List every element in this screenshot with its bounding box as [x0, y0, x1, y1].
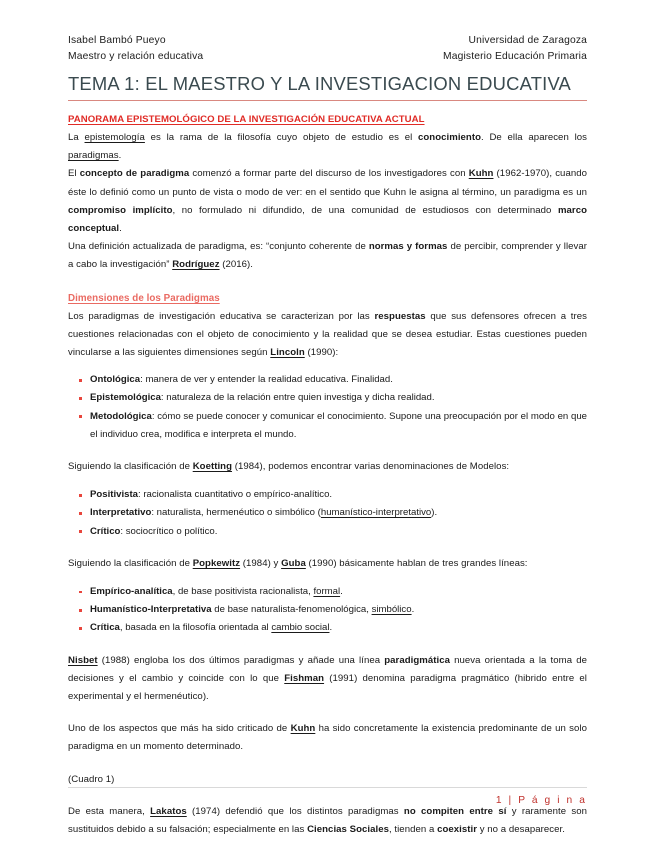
list-item: Empírico-analítica, de base positivista racionalista, formal.	[79, 583, 587, 601]
paragraph-dimensiones-intro: Los paradigmas de investigación educativa se caracterizan por las respuestas que sus defensores ofrecen a tres cuestiones relacionadas con el objeto de conocimiento y la realidad que se desea estudiar. Estas cuestiones pueden vincularse a las siguientes dimensiones según Lincoln (1990):	[68, 310, 587, 359]
paragraph-epistemologia: La epistemología es la rama de la filosofía cuyo objeto de estudio es el conocimiento. De ella aparecen los paradigmas.	[68, 132, 587, 162]
section-heading-panorama: PANORAMA EPISTEMOLÓGICO DE LA INVESTIGACIÓN EDUCATIVA ACTUAL	[68, 114, 425, 125]
list-item	[79, 408, 587, 444]
list-item: Humanístico-Interpretativa de base naturalista-fenomenológica, simbólico.	[79, 601, 587, 619]
list-item-term: Crítica	[90, 622, 120, 634]
document-footer	[68, 787, 587, 808]
list-item-term: Ontológica	[90, 374, 141, 386]
header-right-block	[443, 33, 587, 64]
list-item-term: Empírico-analítica	[90, 586, 173, 598]
document-body	[68, 112, 587, 839]
paragraph-lakatos: De esta manera, Lakatos (1974) defendió que los distintos paradigmas no compiten entre sí y raramente son sustituidos debido a su falsación; especialmente en las Ciencias Sociales, tienden a coexistir y no a desaparecer.	[68, 805, 587, 836]
list-item-term: Humanístico-Interpretativa	[90, 604, 212, 616]
list-item-term: Interpretativo	[90, 507, 152, 519]
list-item-term: Epistemológica	[90, 392, 161, 404]
list-item-term: Metodológica	[90, 410, 152, 422]
section-heading-dimensiones: Dimensiones de los Paradigmas	[68, 292, 220, 304]
title-block	[68, 73, 587, 101]
list-item	[79, 389, 587, 407]
list-item: Crítica, basada en la filosofía orientada al cambio social.	[79, 619, 587, 637]
list-item: Crítico: sociocrítico o político.	[79, 523, 587, 541]
paragraph-concepto-paradigma: El concepto de paradigma comenzó a formar parte del discurso de los investigadores con Kuhn (1962-1970), cuando éste lo definió como un punto de vista o modo de ver: en el sentido que Kuhn le asigna al término, un paradigma es un compromiso implícito, no formulado ni difundido, de una comunidad de estudiosos con determinado marco conceptual.	[68, 168, 587, 235]
paragraph-popkewitz-intro: Siguiendo la clasificación de Popkewitz (1984) y Guba (1990) básicamente hablan de tres grandes líneas:	[68, 557, 528, 569]
header-course-name: Maestro y relación educativa	[68, 50, 204, 62]
header-program-name: Magisterio Educación Primaria	[443, 50, 587, 62]
paragraph-nisbet: Nisbet (1988) engloba los dos últimos paradigmas y añade una línea paradigmática nueva orientada a la toma de decisiones y el cambio y coincide con lo que Fishman (1991) denomina paradigma pragmático (hibrido entre el experimental y el hermenéutico).	[68, 654, 588, 703]
list-dimensiones	[68, 371, 587, 444]
header-left-block	[68, 33, 203, 64]
list-item: Interpretativo: naturalista, hermenéutico o simbólico (humanístico-interpretativo).	[79, 504, 587, 522]
list-item-text: : cómo se puede conocer y comunicar el conocimiento. Supone una preocupación por el modo en que el individuo crea, modifica e interpreta el mundo.	[90, 410, 587, 440]
list-popkewitz-lineas	[68, 583, 587, 638]
header-university-name: Universidad de Zaragoza	[468, 35, 587, 46]
document-header	[68, 0, 587, 64]
list-item-text: : naturaleza de la relación entre quien investiga y dicha realidad.	[160, 392, 435, 404]
list-item-text: : manera de ver y entender la realidad educativa. Finalidad.	[140, 374, 393, 386]
page-number: 1 | P á g i n a	[495, 795, 587, 806]
list-item-term: Crítico	[90, 525, 121, 537]
list-koetting-modelos	[68, 486, 587, 541]
list-item	[79, 371, 587, 389]
paragraph-kuhn-critica: Uno de los aspectos que más ha sido criticado de Kuhn ha sido concretamente la existencia predominante de un solo paradigma en un momento determinado.	[68, 723, 587, 753]
header-author-name: Isabel Bambó Pueyo	[68, 35, 166, 46]
paragraph-koetting-intro: Siguiendo la clasificación de Koetting (1984), podemos encontrar varias denominaciones de Modelos:	[68, 461, 510, 473]
footer-divider	[68, 787, 587, 788]
paragraph-definicion-actualizada: Una definición actualizada de paradigma, es: “conjunto coherente de normas y formas de percibir, comprender y llevar a cabo la investigación” Rodríguez (2016).	[68, 241, 587, 271]
list-item: Positivista: racionalista cuantitativo o empírico-analítico.	[79, 486, 587, 504]
list-item-term: Positivista	[90, 489, 138, 501]
paragraph-cuadro-ref: (Cuadro 1)	[68, 773, 115, 785]
page-title: TEMA 1: EL MAESTRO Y LA INVESTIGACION EDUCATIVA	[68, 73, 572, 94]
